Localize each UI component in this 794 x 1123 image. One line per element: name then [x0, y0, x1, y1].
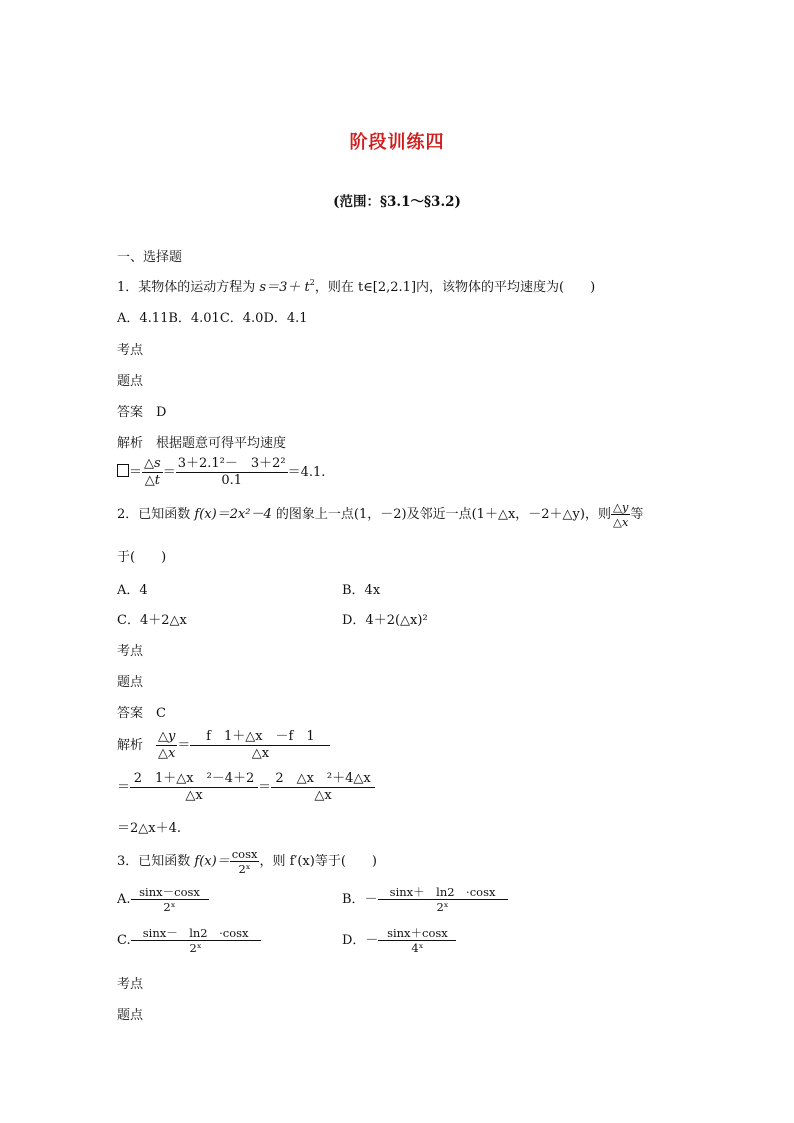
q3-tidian: 题点	[117, 1008, 144, 1023]
q1-options: A．4.11B．4.01C．4.0D．4.1	[117, 311, 308, 326]
q2-frac3: $\frac{\text{2 1＋△x ²－4＋2}}{\triangle x}$	[130, 771, 258, 804]
q2-analysis-line1: 解析 $\frac{\triangle y}{\triangle x}$ ＝ $\frac{f 1+\triangle x -f 1}{\triangle x}$	[117, 729, 330, 762]
q2-option-c: C．4＋2△x	[117, 613, 187, 628]
q2-option-a: A．4	[117, 583, 148, 598]
q1-answer-row	[117, 401, 166, 420]
q3-fx: f(x)＝	[194, 854, 230, 869]
question-3-stem: 3．已知函数 f(x)＝ $\frac{\cos x}{\text{2ˣ}}$ ，则 f′(x)等于( )	[117, 847, 377, 876]
q3-stem-fraction: $\frac{\cos x}{\text{2ˣ}}$	[231, 847, 258, 876]
q1-stem-before: 1．某物体的运动方程为	[117, 280, 260, 295]
section-heading: 一、选择题	[117, 250, 183, 265]
placeholder-box-icon	[117, 464, 129, 477]
q1-frac1: $\frac{\triangle s}{\triangle t}$	[144, 456, 161, 488]
q1-result: ＝4.1.	[287, 465, 326, 480]
q2-answer-row: 答案 C	[117, 706, 166, 721]
q1-analysis-text: 根据题意可得平均速度	[156, 436, 287, 451]
q1-frac2: $\frac{\text{3＋2.1²－ 3＋2²}}{0.1}$	[177, 456, 286, 488]
q1-analysis-formula: ＝ $\frac{\triangle s}{\triangle t}$ ＝ $\frac{\text{3＋2.1²－ 3＋2²}}{0.1}$ ＝4.1.	[117, 456, 325, 489]
q2-tidian: 题点	[117, 675, 144, 690]
q1-kaodian: 考点	[117, 343, 144, 358]
q1-formula: s＝3＋ t	[259, 280, 310, 295]
q1-analysis-label: 解析	[117, 436, 144, 451]
q3-kaodian: 考点	[117, 977, 144, 992]
q1-analysis-row	[117, 432, 286, 451]
scope-subtitle: (范围：§3.1～§3.2)	[333, 194, 461, 210]
q2-frac2: $\frac{f 1+\triangle x -f 1}{\triangle x}$	[190, 729, 330, 762]
question-2-stem: 2．已知函数 f(x)＝2x²－4 的图象上一点(1，－2)及邻近一点(1＋△x，－2＋△y)，则 $\frac{\triangle y}{\triangle x}$ 等	[117, 500, 644, 529]
q3-option-c: C. $\frac{\sin x- \ln 2 \cdot\cos x}{\text{2ˣ}}$	[117, 926, 261, 955]
q1-range: t∈[2,2.1]内	[357, 280, 430, 295]
q1-tidian: 题点	[117, 374, 144, 389]
q2-analysis-line2: ＝ $\frac{\text{2 1＋△x ²－4＋2}}{\triangle x}$ ＝ $\frac{\text{2 △x ²＋4△x}}{\triangle x}$	[117, 771, 375, 804]
q2-stem-line2: 于( )	[117, 550, 167, 565]
q3-option-a: A. $\frac{\sin x-\cos x}{\text{2ˣ}}$	[117, 885, 209, 914]
q2-answer: C	[156, 706, 166, 721]
q2-result: ＝2△x＋4.	[117, 821, 182, 836]
q2-function: f(x)＝2x²－4	[194, 507, 272, 522]
q1-stem-after: ，该物体的平均速度为( )	[429, 280, 596, 295]
q1-stem-middle: ，则在	[314, 280, 358, 295]
q3-option-d: D．－ $\frac{\sin x+\cos x}{\text{4ˣ}}$	[342, 926, 456, 955]
q2-option-b: B．4x	[342, 583, 381, 598]
q1-answer: D	[156, 405, 167, 420]
q2-stem-fraction: $\frac{\triangle y}{\triangle x}$	[612, 500, 629, 529]
question-1-stem: 1．某物体的运动方程为 $s=3+ t^2$，则在 t∈[2,2.1]内，该物体的平均速度为( )	[117, 278, 596, 295]
q2-frac1: $\frac{\triangle y}{\triangle x}$	[158, 729, 176, 761]
q1-answer-label: 答案	[117, 405, 144, 420]
page-title: 阶段训练四	[349, 132, 445, 153]
q2-kaodian: 考点	[117, 644, 144, 659]
q2-frac4: $\frac{\text{2 △x ²＋4△x}}{\triangle x}$	[271, 771, 375, 804]
q3-option-b: B．－ $\frac{\sin x+ \ln 2 \cdot\cos x}{\text{2ˣ}}$	[342, 885, 508, 914]
q2-option-d: D．4＋2(△x)²	[342, 613, 428, 628]
